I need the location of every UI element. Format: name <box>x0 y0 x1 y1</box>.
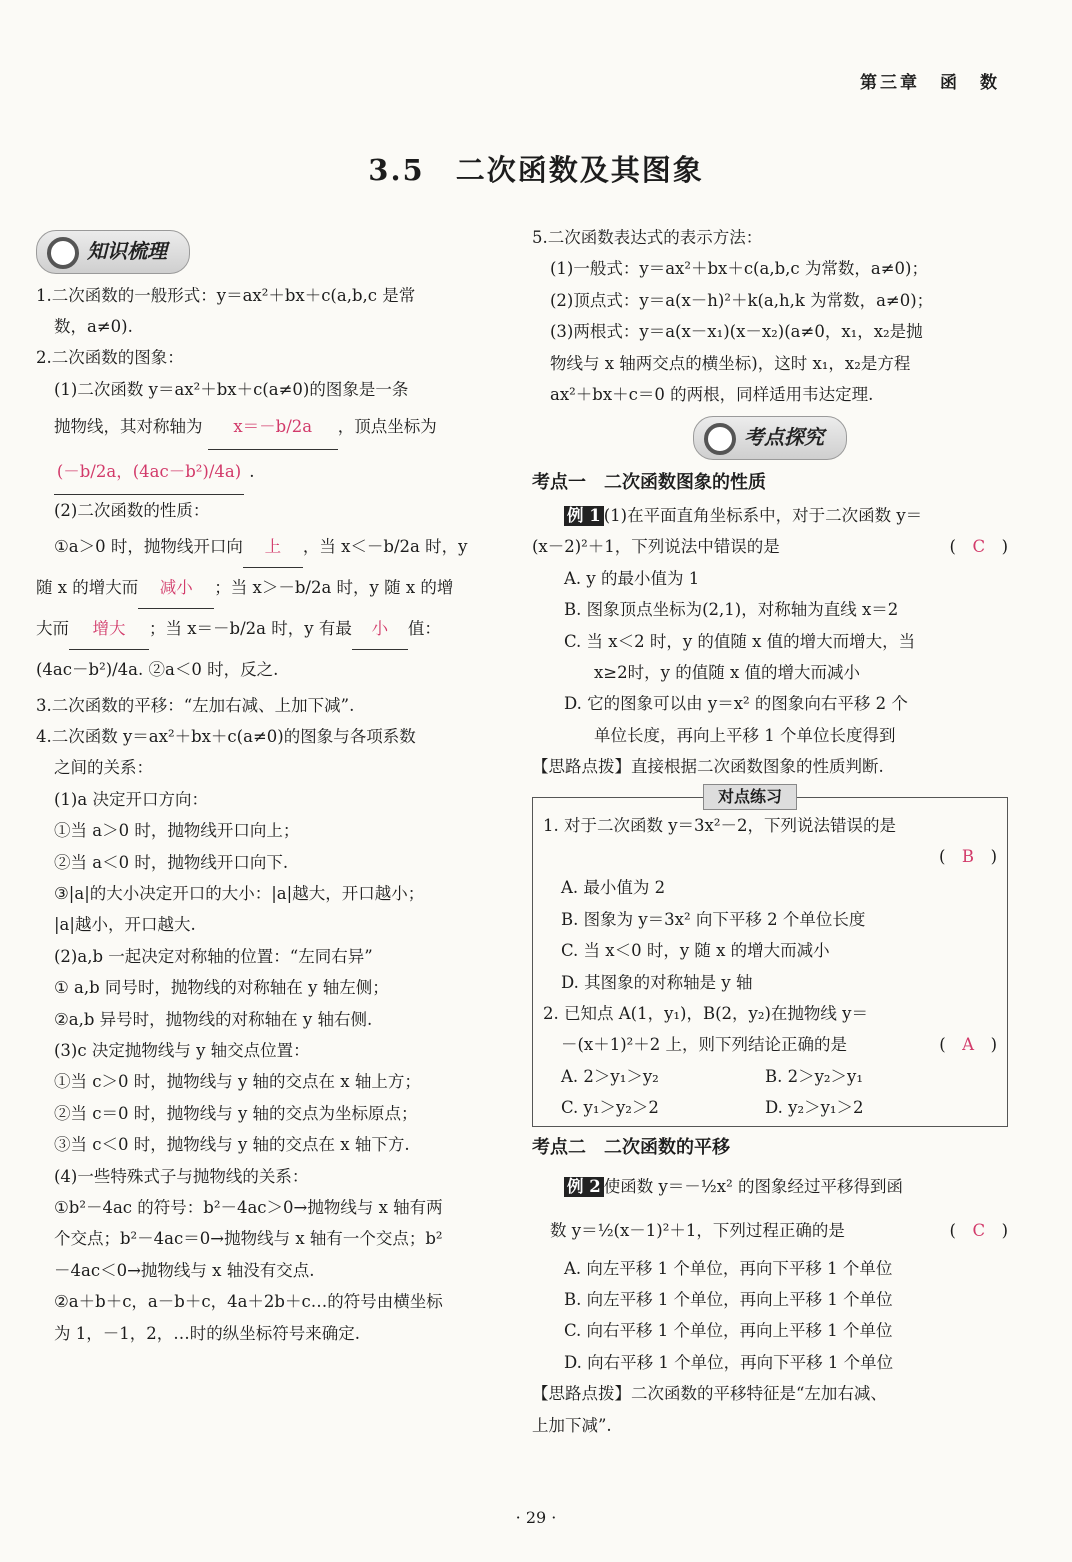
answer-decrease: 减小 <box>138 568 214 609</box>
option: D. 它的图象可以由 y＝x² 的图象向右平移 2 个 <box>564 694 908 714</box>
text-line: 5.二次函数表达式的表示方法： <box>532 228 763 247</box>
text-line: 2.二次函数的图象： <box>36 348 184 368</box>
chapter-header: 第三章 函 数 <box>860 73 1000 93</box>
hint: 上加下减”. <box>532 1415 612 1435</box>
answer-q2: A <box>962 1035 975 1055</box>
answer-ex1: C <box>972 537 986 557</box>
right-column <box>532 222 1008 1441</box>
option: D. 向右平移 1 个单位，再向下平移 1 个单位 <box>564 1352 894 1372</box>
knowledge-badge <box>36 230 190 274</box>
badge-label: 知识梳理 <box>87 239 167 263</box>
option: A. 最小值为 2 <box>561 878 666 898</box>
option: B. 图象顶点坐标为(2,1)，对称轴为直线 x＝2 <box>564 600 899 620</box>
example-label: 例 1 <box>564 506 604 526</box>
text-line: (2)二次函数的性质： <box>54 501 210 521</box>
text-line: 为 1，－1，2，…时的纵坐标符号来确定. <box>54 1323 360 1343</box>
bracket: ( B ) <box>938 847 997 866</box>
text-line: (3)c 决定抛物线与 y 轴交点位置： <box>54 1041 310 1060</box>
example-line: 数 y＝½(x－1)²＋1，下列过程正确的是 ( C ) <box>550 1220 1008 1240</box>
text-line: 物线与 x 轴两交点的横坐标)，这时 x₁，x₂是方程 <box>550 353 911 373</box>
option: A. 向左平移 1 个单位，再向下平移 1 个单位 <box>564 1258 893 1278</box>
text-line: ③当 c＜0 时，抛物线与 y 轴的交点在 x 轴下方. <box>54 1135 410 1155</box>
answer-up: 上 <box>243 527 303 568</box>
text-line: ②a＋b＋c，a－b＋c，4a＋2b＋c…的符号由横坐标 <box>54 1292 443 1312</box>
text-line: －4ac＜0→抛物线与 x 轴没有交点. <box>54 1260 315 1280</box>
exploration-badge <box>693 416 847 460</box>
question: 2. 已知点 A(1，y₁)，B(2，y₂)在抛物线 y＝ <box>543 1004 868 1024</box>
text-line: ① a,b 同号时，抛物线的对称轴在 y 轴左侧； <box>54 978 389 998</box>
answer-ex2: C <box>972 1220 986 1240</box>
text-line: 个交点；b²－4ac＝0→抛物线与 x 轴有一个交点；b² <box>54 1229 443 1249</box>
text-line: (1)一般式：y＝ax²＋bx＋c(a,b,c 为常数，a≠0)； <box>550 259 928 279</box>
text-line: (2)a,b 一起决定对称轴的位置：“左同右异” <box>54 946 373 966</box>
example-line: (x－2)²＋1，下列说法中错误的是 ( C ) <box>532 537 1008 557</box>
option: D. 其图象的对称轴是 y 轴 <box>561 972 753 992</box>
text-line: |a|越小，开口越大. <box>54 915 196 935</box>
text-line: (1)a 决定开口方向： <box>54 789 208 809</box>
text-line: 大而 增大 ；当 x＝－b/2a 时，y 有最 小 值： <box>36 609 504 650</box>
text-line: (4)一些特殊式子与抛物线的关系： <box>54 1166 309 1186</box>
location-pin-icon <box>47 237 79 269</box>
question: 1. 对于二次函数 y＝3x²－2，下列说法错误的是 <box>543 815 896 835</box>
text-line: ①b²－4ac 的符号：b²－4ac＞0→抛物线与 x 轴有两 <box>54 1198 443 1218</box>
page-number: · 29 · <box>515 1508 557 1527</box>
question: －(x＋1)²＋2 上，则下列结论正确的是 ( A ) <box>561 1035 997 1055</box>
section-title: 3.5 二次函数及其图象 <box>368 153 704 187</box>
magnifier-icon <box>704 423 736 455</box>
text-line: ②当 a＜0 时，抛物线开口向下. <box>54 852 289 872</box>
practice-box <box>532 786 1008 1127</box>
text-line: (4ac－b²)/4a. ②a＜0 时，反之. <box>36 659 279 679</box>
text-line: 之间的关系： <box>54 758 153 778</box>
text-line: ①a＞0 时，抛物线开口向 上 ，当 x＜－b/2a 时，y <box>36 527 504 568</box>
text-line: (2)顶点式：y＝a(x－h)²＋k(a,h,k 为常数，a≠0)； <box>550 290 934 310</box>
example-line: 例 2 使函数 y＝－½x² 的图象经过平移得到函 <box>532 1165 1008 1209</box>
practice-header: 对点练习 <box>703 784 797 810</box>
text-line: 抛物线，其对称轴为 x＝－b/2a ，顶点坐标为 <box>36 405 504 450</box>
option: C. 向右平移 1 个单位，再向上平移 1 个单位 <box>564 1321 893 1341</box>
text-line: 4.二次函数 y＝ax²＋bx＋c(a≠0)的图象与各项系数 <box>36 726 416 746</box>
option: C. 当 x＜2 时，y 的值随 x 值的增大而增大，当 <box>564 631 916 651</box>
text-line: 随 x 的增大而 减小 ；当 x＞－b/2a 时，y 随 x 的增 <box>36 568 504 609</box>
answer-increase: 增大 <box>69 609 149 650</box>
answer-min: 小 <box>352 609 408 650</box>
text-line: 数，a≠0). <box>54 316 133 336</box>
text-line: ①当 a＞0 时，抛物线开口向上； <box>54 821 300 841</box>
example-line: 例 1 (1)在平面直角坐标系中，对于二次函数 y＝ <box>532 500 1008 531</box>
option-row: A. 2＞y₁＞y₂ B. 2＞y₂＞y₁ <box>561 1066 863 1086</box>
badge-label: 考点探究 <box>744 425 824 450</box>
text-line: (3)两根式：y＝a(x－x₁)(x－x₂)(a≠0，x₁，x₂是抛 <box>550 322 923 342</box>
text-line: (－b/2a，(4ac－b²)/4a) . <box>36 450 504 495</box>
answer-q1: B <box>961 847 975 866</box>
example-label: 例 2 <box>564 1177 604 1197</box>
text-line: ax²＋bx＋c＝0 的两根，同样适用韦达定理. <box>550 385 874 405</box>
option: C. 当 x＜0 时，y 随 x 的增大而减小 <box>561 941 830 961</box>
option: B. 图象为 y＝3x² 向下平移 2 个单位长度 <box>561 909 866 929</box>
option: B. 向左平移 1 个单位，再向上平移 1 个单位 <box>564 1290 893 1310</box>
section-heading: 考点二 二次函数的平移 <box>532 1136 730 1158</box>
text-line: ①当 c＞0 时，抛物线与 y 轴的交点在 x 轴上方； <box>54 1072 421 1092</box>
hint: 【思路点拨】二次函数的平移特征是“左加右减、 <box>532 1384 887 1404</box>
answer-vertex: (－b/2a，(4ac－b²)/4a) <box>54 450 244 495</box>
option: A. y 的最小值为 1 <box>564 568 700 588</box>
answer-axis: x＝－b/2a <box>208 405 338 450</box>
text-line: (1)二次函数 y＝ax²＋bx＋c(a≠0)的图象是一条 <box>54 379 409 399</box>
option: x≥2时，y 的值随 x 值的增大而减小 <box>594 662 860 682</box>
text-line: ③|a|的大小决定开口的大小：|a|越大，开口越小； <box>54 883 425 903</box>
section-heading: 考点一 二次函数图象的性质 <box>532 471 766 493</box>
text-line: 1.二次函数的一般形式：y＝ax²＋bx＋c(a,b,c 是常 <box>36 285 416 305</box>
option: 单位长度，再向上平移 1 个单位长度得到 <box>594 725 896 745</box>
option-row: C. y₁＞y₂＞2 D. y₂＞y₁＞2 <box>561 1098 864 1118</box>
left-column <box>36 230 504 1349</box>
hint: 【思路点拨】直接根据二次函数图象的性质判断. <box>532 757 884 777</box>
text-line: 3.二次函数的平移：“左加右减、上加下减”. <box>36 695 355 715</box>
text-line: ②当 c＝0 时，抛物线与 y 轴的交点为坐标原点； <box>54 1103 418 1123</box>
text-line: ②a,b 异号时，抛物线的对称轴在 y 轴右侧. <box>54 1009 373 1029</box>
